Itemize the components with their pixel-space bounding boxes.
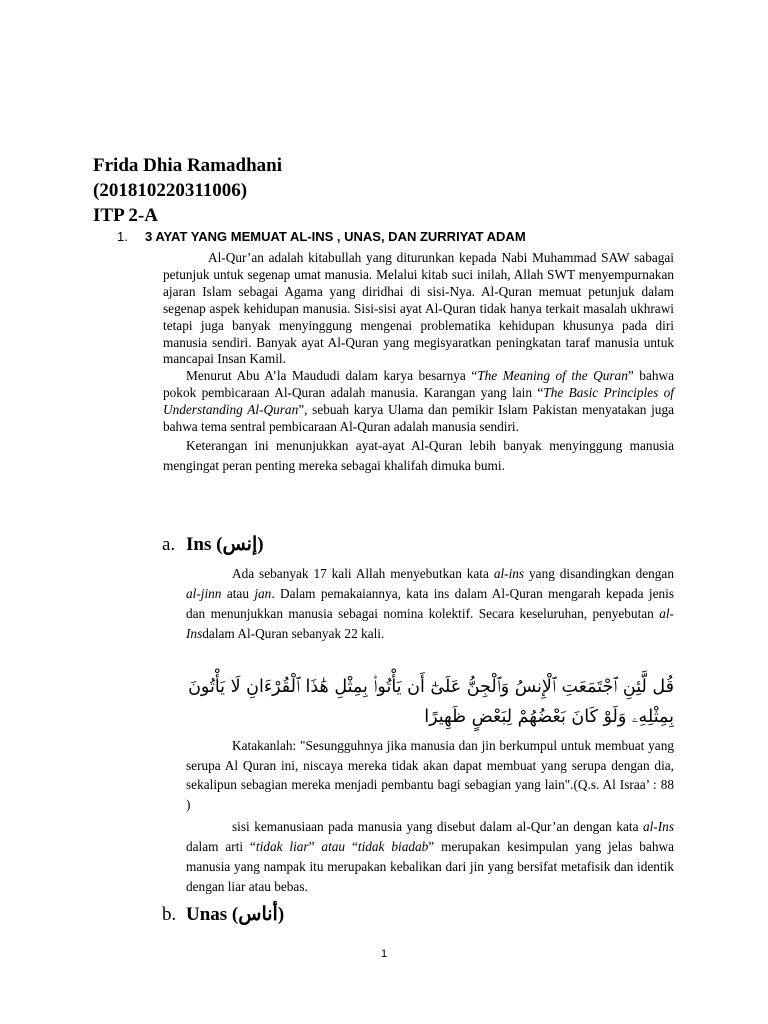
intro-paragraphs [163,250,674,476]
term-italic: al-Ins [642,819,674,834]
text-run: ” bahwa pokok pembicaraan Al-Quran adalah manusia. Karangan yang lain “ [163,368,674,401]
page-number: 1 [380,948,388,960]
ins-conclusion-text [186,817,674,897]
subsection-title: Ins (إنس) [186,534,264,555]
text-run: sisi kemanusiaan pada manusia yang disebut dalam al-Qur’an dengan kata [232,819,643,834]
text-run: yang disandingkan dengan [524,566,674,581]
text-run: “ [345,839,358,854]
text-run: Ada sebanyak 17 kali Allah menyebutkan kata [232,566,494,581]
intro-paragraph-2 [163,368,674,436]
author-header [93,153,282,228]
intro-paragraph-3: Keterangan ini menunjukkan ayat-ayat Al-Quran lebih banyak menyinggung manusia mengingat peran penting mereka sebagai khalifah dimuka bumi. [163,437,674,473]
text-run: dalam Al-Quran sebanyak 22 kali. [202,626,385,641]
text-run: atau [221,586,255,601]
book-title-italic: The Basic Principles of Understanding Al-Quran [163,385,674,418]
text-run: . Dalam pemakaiannya, kata ins dalam Al-Quran mengarah kepada jenis dan menunjukkan manusia sebagai nomina kolektif. Secara keseluruhan, penyebutan [186,586,675,621]
student-id: (201810220311006) [93,180,248,201]
verse-translation [186,736,674,814]
text-run: ”, sebuah karya Ulama dan pemikir Islam Pakistan menyatakan juga bahwa tema sentral pembicaraan Al-Quran adalah manusia sendiri. [163,402,674,435]
ins-paragraph-text [186,564,674,644]
quran-verse-arabic: قُل لَّئِنِ ٱجْتَمَعَتِ ٱلْإِنسُ وَٱلْجِنُّ عَلَىٰٓ أَن يَأْتُوا۟ بِمِثْلِ هَٰذَا ٱلْقُرْءَانِ لَا يَأْتُونَ بِمِثْلِهِۦ وَلَوْ كَانَ بَعْضُهُمْ لِبَعْضٍ ظَهِيرًا [188,677,674,727]
term-italic: tidak biadab [357,839,429,854]
book-title-italic: The Meaning of the Quran [477,368,628,384]
verse-translation-text: Katakanlah: "Sesungguhnya jika manusia dan jin berkumpul untuk membuat yang serupa Al Quran ini, niscaya mereka tidak akan dapat membuat yang serupa dengan dia, sekalipun sebagian mereka menjadi pembantu bagi sebagian yang lain".(Q.s. Al Israa’ : 88 ) [186,738,674,812]
text-run: Menurut Abu A’la Maududi dalam karya besarnya “ [186,368,478,384]
section-title: 3 AYAT YANG MEMUAT AL-INS , UNAS, DAN ZURRIYAT ADAM [145,229,526,244]
subsection-letter: a. [162,534,176,555]
term-italic: al-ins [493,566,525,581]
ins-paragraph [186,564,674,644]
term-italic: jan [254,586,272,601]
subsection-title: Unas (أناس) [186,904,285,925]
text-run: ” [308,839,322,854]
text-run: dalam arti “ [186,839,256,854]
term-italic: atau [321,839,346,854]
author-name: Frida Dhia Ramadhani [93,155,282,176]
ins-conclusion-paragraph [186,817,674,897]
subsection-heading-a [162,533,264,557]
class-label: ITP 2-A [93,205,158,226]
term-italic: al-Ins [186,606,674,641]
subsection-letter: b. [162,904,177,925]
section-heading-1 [117,229,526,245]
term-italic: al-jinn [186,586,222,601]
intro-paragraph-1: Al-Qur’an adalah kitabullah yang diturunkan kepada Nabi Muhammad SAW sabagai petunjuk untuk segenap umat manusia. Melalui kitab suci inilah, Allah SWT menyempurnakan ajaran Islam sebagai Agama yang diridhai di sisi-Nya. Al-Quran memuat petunjuk dalam segenap aspek kehidupan manusia. Sisi-sisi ayat Al-Quran tidak hanya terkait masalah ukhrawi tetapi juga banyak menyinggung mengenai problematika kehidupan khusunya pada diri manusia sendiri. Banyak ayat Al-Quran yang megisyaratkan peningkatan taraf manusia untuk mancapai Insan Kamil. [163,250,674,367]
section-number: 1. [117,229,128,244]
term-italic: tidak liar [255,839,309,854]
text-run: ” merupakan kesimpulan yang jelas bahwa manusia yang nampak itu merupakan kebalikan dari jin yang bersifat metafisik dan identik dengan liar atau bebas. [186,839,674,894]
subsection-heading-b [162,903,284,927]
